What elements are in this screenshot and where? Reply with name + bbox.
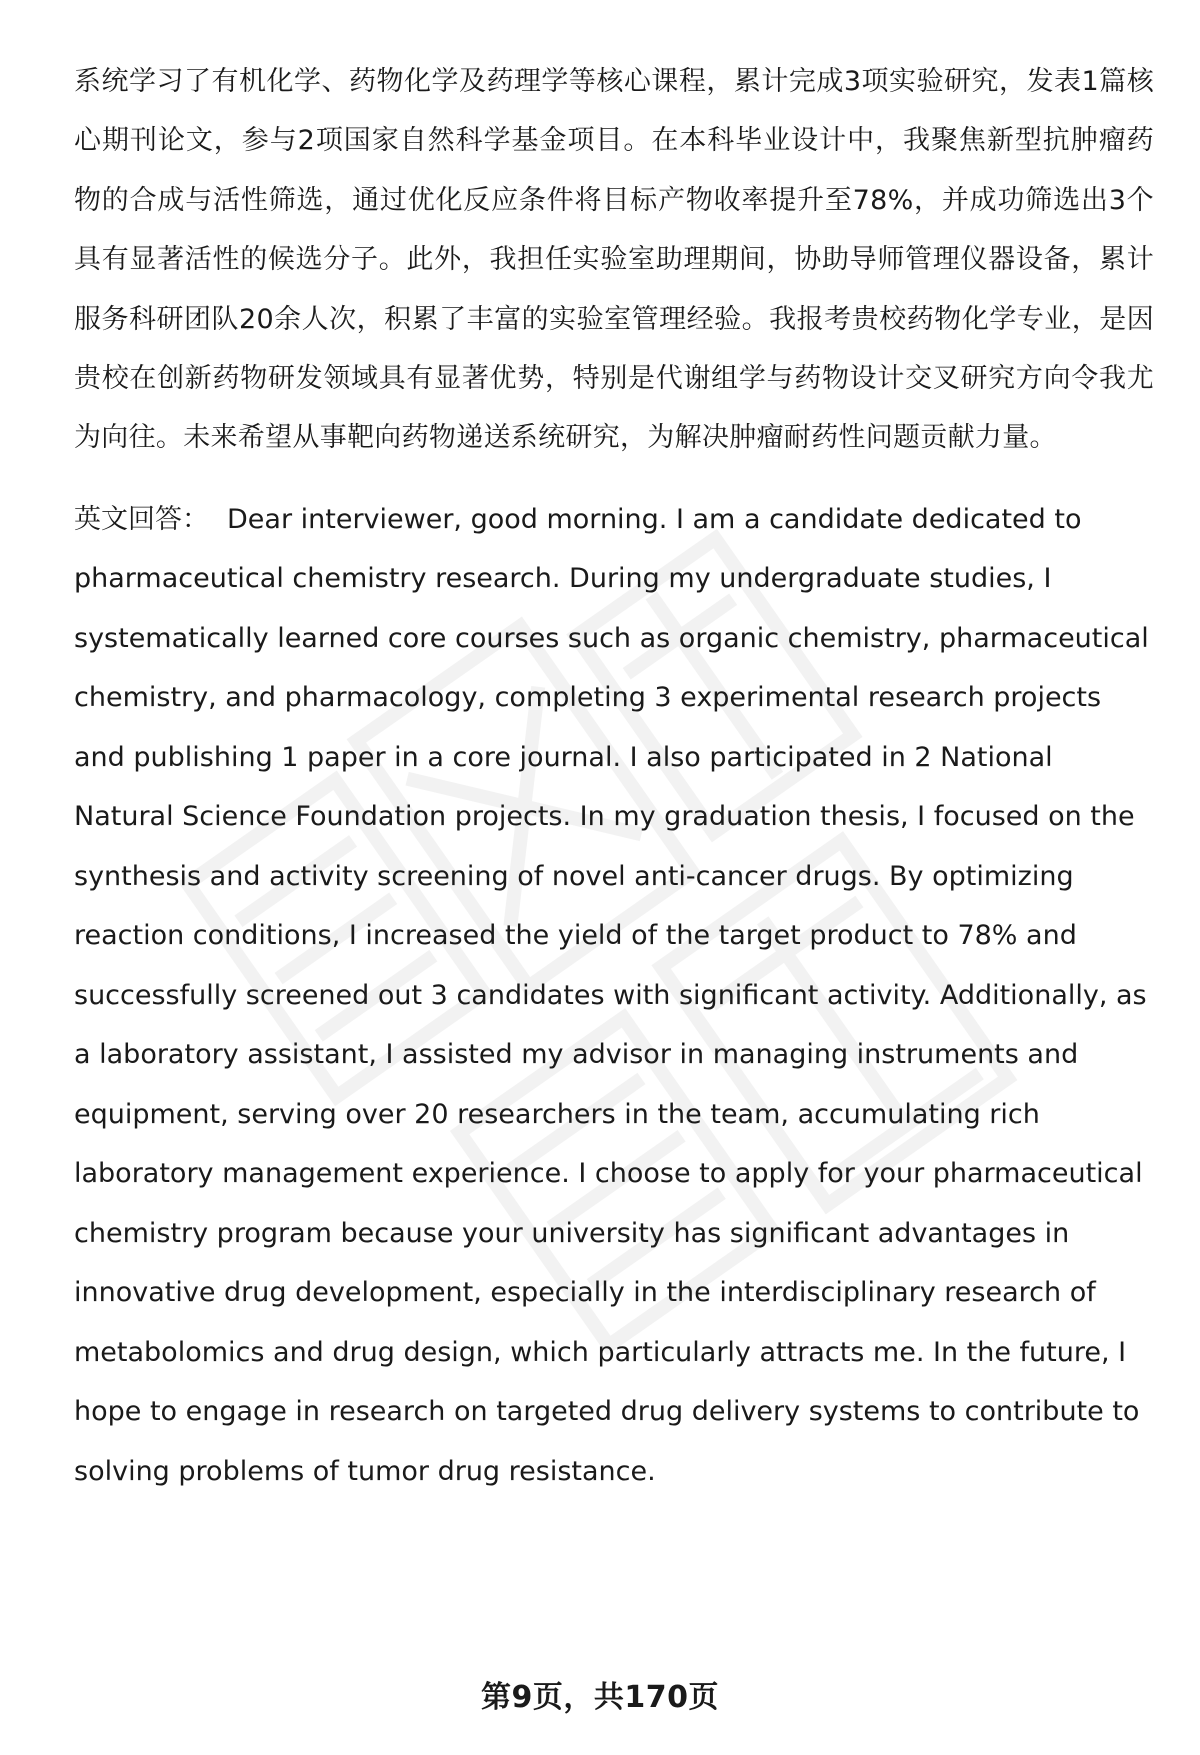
document-body bbox=[74, 52, 1154, 1501]
english-answer-text: Dear interviewer, good morning. I am a candidate dedicated to pharmaceutical chemistry research. During my undergraduate studies, I systematically learned core courses such as organic chemistry, pharmaceutical chemistry, and pharmacology, completing 3 experimental research projects and publishing 1 paper in a core journal. I also participated in 2 National Natural Science Foundation projects. In my graduation thesis, I focused on the synthesis and activity screening of novel anti-cancer drugs. By optimizing reaction conditions, I increased the yield of the target product to 78% and successfully screened out 3 candidates with significant activity. Additionally, as a laboratory assistant, I assisted my advisor in managing instruments and equipment, serving over 20 researchers in the team, accumulating rich laboratory management experience. I choose to apply for your pharmaceutical chemistry program because your university has significant advantages in innovative drug development, especially in the interdisciplinary research of metabolomics and drug design, which particularly attracts me. In the future, I hope to engage in research on targeted drug delivery systems to contribute to solving problems of tumor drug resistance. bbox=[74, 503, 1149, 1487]
page-indicator: 第9页，共170页 bbox=[481, 1680, 719, 1715]
english-answer-paragraph bbox=[74, 490, 1154, 1502]
chinese-answer-paragraph: 系统学习了有机化学、药物化学及药理学等核心课程，累计完成3项实验研究，发表1篇核心期刊论文，参与2项国家自然科学基金项目。在本科毕业设计中，我聚焦新型抗肿瘤药物的合成与活性筛选，通过优化反应条件将目标产物收率提升至78%，并成功筛选出3个具有显著活性的候选分子。此外，我担任实验室助理期间，协助导师管理仪器设备，累计服务科研团队20余人次，积累了丰富的实验室管理经验。我报考贵校药物化学专业，是因贵校在创新药物研发领域具有显著优势，特别是代谢组学与药物设计交叉研究方向令我尤为向往。未来希望从事靶向药物递送系统研究，为解决肿瘤耐药性问题贡献力量。 bbox=[74, 66, 1154, 454]
english-answer-label: 英文回答： bbox=[74, 503, 209, 535]
